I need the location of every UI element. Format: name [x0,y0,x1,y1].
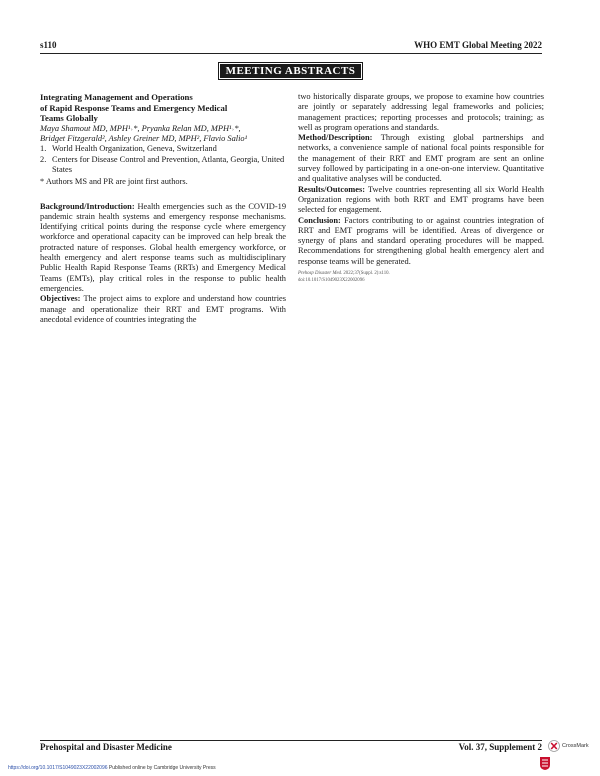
authors-line: Maya Shamout MD, MPH¹˒*, Pryanka Relan MD, MPH¹˒*, [40,123,241,133]
affiliation-number: 1. [40,144,47,154]
title-line: Teams Globally [40,113,98,124]
affiliation [40,144,286,154]
abstract-title [40,92,286,124]
objectives-text-start: The project aims to explore and understand how countries manage and operationalize their RRT and EMT programs. With anecdotal evidence of countries integrating the [40,294,286,324]
method-label: Method/Description: [298,133,373,143]
crossmark-label: CrossMark [562,743,589,749]
volume-info: Vol. 37, Supplement 2 [458,742,542,752]
published-by: Published online by Cambridge University Press [107,765,216,771]
affiliation-number: 2. [40,154,47,164]
page-number: s110 [40,40,57,50]
doi-link[interactable]: https://doi.org/10.1017/S1049023X22002096 [8,765,108,771]
title-line: Integrating Management and Operations [40,92,193,102]
crossmark-icon [548,740,560,752]
objectives-section-start [40,294,286,325]
results-label: Results/Outcomes: [298,184,365,194]
footer-rule [40,740,542,741]
section-banner: MEETING ABSTRACTS [220,64,361,78]
source-line [8,765,216,771]
author-note: * Authors MS and PR are joint first authors. [40,177,188,187]
author-list [40,124,286,145]
citation-journal: Prehosp Disaster Med. [298,271,343,277]
objectives-text-continued: two historically disparate groups, we propose to examine how countries are jointly or separately addressing legal frameworks and policies; management practices; reporting processes and protocols; training; as well as program operations and standards. [298,92,544,132]
method-section [298,133,544,184]
header-rule [40,53,542,54]
objectives-section-continued [298,92,544,133]
conclusion-label: Conclusion: [298,215,341,225]
results-text: Twelve countries representing all six World Health Organization regions with both RRT and EMT programs have been selected for engagement. [298,184,544,215]
conclusion-section [298,216,544,267]
left-column [40,92,286,325]
background-text: Health emergencies such as the COVID-19 pandemic strain health systems and emergency response mechanisms. Identifying critical points during the response cycle where emergency workforce and operational capacity can be improved can help break the protracted nature of responses. Global health emergency workforce, or health emergency and alert response teams such as multidisciplinary Public Health Rapid Response Teams (RRTs) and Emergency Medical Teams (EMTs), play critical roles in the response to public health emergencies. [40,201,287,293]
title-line: of Rapid Response Teams and Emergency Medical [40,102,228,113]
conclusion-text: Factors contributing to or against countries integration of RRT and EMT programs will be identified. Areas of divergence or synergy of plans and standard operating procedures will be mapped. Recommendations for strengthening global health emergency alert and response teams will be generated. [298,215,545,266]
affiliation [40,155,286,176]
background-label: Background/Introduction: [40,201,135,211]
cambridge-shield-icon [540,757,550,770]
background-section [40,202,286,295]
right-column [298,92,544,284]
journal-name: Prehospital and Disaster Medicine [40,742,172,752]
results-section [298,185,544,216]
method-text: Through existing global partnerships and networks, a convenience sample of national focal points responsible for the management of their RRT and EMT program are sent an online survey followed by participating in a one-on-one interview. Quantitative and qualitative analyses will be conducted. [298,133,544,184]
crossmark-badge[interactable] [548,740,589,752]
citation-doi[interactable]: doi:10.1017/S1049023X22002096 [298,278,365,284]
citation-ref: 2022;37(Suppl. 2):s110. [342,271,390,277]
running-title: WHO EMT Global Meeting 2022 [414,40,542,50]
objectives-label: Objectives: [40,294,81,304]
affiliation-text: Centers for Disease Control and Prevention, Atlanta, Georgia, United States [52,154,285,174]
authors-line: Bridget Fitzgerald², Ashley Greiner MD, MPH², Flavio Salio¹ [40,134,248,144]
citation [298,270,544,284]
affiliation-text: World Health Organization, Geneva, Switzerland [52,144,217,154]
